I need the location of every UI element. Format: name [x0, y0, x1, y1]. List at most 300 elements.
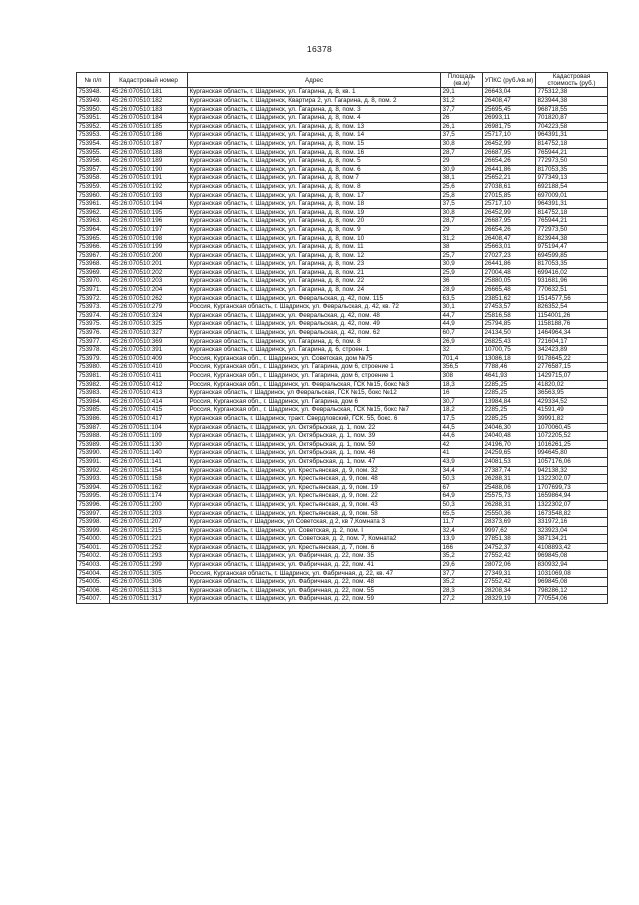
table-row [77, 320, 608, 329]
cadastral-number-cell: 45:26:070511:305 [110, 569, 188, 578]
cadastral-number-cell: 45:26:070510:182 [110, 97, 188, 106]
cadastral-cost-cell: 41820,02 [536, 380, 608, 389]
cadastral-cost-cell: 814752,18 [536, 139, 608, 148]
table-row [77, 97, 608, 106]
row-number-cell: 753982. [77, 380, 110, 389]
upks-cell: 26654,26 [483, 225, 536, 234]
cadastral-number-cell: 45:26:070510:324 [110, 311, 188, 320]
table-row [77, 414, 608, 423]
address-cell: Курганская область, г. Шадринск, ул. Советская, д. 2, пом. I [188, 526, 441, 535]
address-cell: Курганская область, г. Шадринск, ул. Крестьянская, д. 7, пом. 6 [188, 543, 441, 552]
address-cell: Курганская область, г. Шадринск, ул. Гагарина, д. 8, пом. 19 [188, 208, 441, 217]
upks-cell: 28373,69 [483, 518, 536, 527]
area-cell: 67 [441, 483, 483, 492]
address-cell: Курганская область, г. Шадринск, ул. Гагарина, д. 8, пом. 6 [188, 165, 441, 174]
row-number-cell: 753975. [77, 320, 110, 329]
address-cell: Курганская область, г. Шадринск, ул. Гагарина, д. 8, пом. 24 [188, 286, 441, 295]
address-cell: Курганская область, г Шадринск, ул Февральская, ГСК №15, бокс №12 [188, 389, 441, 398]
address-cell: Курганская область, г. Шадринск, ул. Гагарина, д. 8, кв. 1 [188, 88, 441, 97]
cadastral-number-cell: 45:26:070510:190 [110, 165, 188, 174]
upks-cell: 24196,70 [483, 440, 536, 449]
row-number-cell: 753993. [77, 475, 110, 484]
header-upks: УПКС (руб./кв.м) [483, 73, 536, 88]
table-row [77, 397, 608, 406]
address-cell: Курганская область, г. Шадринск, ул. Гагарина, д. 8, пом. 4 [188, 114, 441, 123]
header-address: Адрес [188, 73, 441, 88]
cadastral-cost-cell: 969845,08 [536, 578, 608, 587]
cadastral-number-cell: 45:26:070510:191 [110, 174, 188, 183]
area-cell: 29,6 [441, 561, 483, 570]
address-cell: Курганская область, г. Шадринск, ул. Фабричная, д. 22, пом. 55 [188, 586, 441, 595]
upks-cell: 26665,48 [483, 286, 536, 295]
cadastral-cost-cell: 331972,16 [536, 518, 608, 527]
address-cell: Курганская область, г. Шадринск, ул. Октябрьская, д. 1, пом. 46 [188, 449, 441, 458]
row-number-cell: 753961. [77, 200, 110, 209]
row-number-cell: 753994. [77, 483, 110, 492]
table-row [77, 105, 608, 114]
row-number-cell: 753973. [77, 303, 110, 312]
address-cell: Курганская область, г. Шадринск, тракт. Свердловский, ГСК. 55, бокс. 6 [188, 414, 441, 423]
address-cell: Курганская область, г. Шадринск, ул. Гагарина, д. 8, пом 7 [188, 174, 441, 183]
cadastral-cost-cell: 817053,35 [536, 260, 608, 269]
row-number-cell: 753980. [77, 363, 110, 372]
table-row [77, 139, 608, 148]
cadastral-cost-cell: 1322302,07 [536, 500, 608, 509]
upks-cell: 26981,75 [483, 122, 536, 131]
cadastral-cost-cell: 770554,06 [536, 595, 608, 604]
row-number-cell: 753958. [77, 174, 110, 183]
cadastral-cost-cell: 342423,89 [536, 346, 608, 355]
address-cell: Курганская область, г. Шадринск, ул. Крестьянская, д. 9, пом. 58 [188, 509, 441, 518]
cadastral-number-cell: 45:26:070511:154 [110, 466, 188, 475]
cadastral-number-cell: 45:26:070511:215 [110, 526, 188, 535]
header-area: Площадь (кв.м) [441, 73, 483, 88]
row-number-cell: 753949. [77, 97, 110, 106]
cadastral-number-cell: 45:26:070510:414 [110, 397, 188, 406]
row-number-cell: 753988. [77, 432, 110, 441]
row-number-cell: 753962. [77, 208, 110, 217]
row-number-cell: 753950. [77, 105, 110, 114]
address-cell: Курганская область, г. Шадринск, ул. Гагарина, д. 8, пом. 5 [188, 157, 441, 166]
area-cell: 31,2 [441, 234, 483, 243]
area-cell: 166 [441, 543, 483, 552]
address-cell: Курганская область, г. Шадринск, ул. Гагарина, д. 6, пом. 8 [188, 337, 441, 346]
area-cell: 50,3 [441, 475, 483, 484]
area-cell: 30,8 [441, 139, 483, 148]
upks-cell: 10700,75 [483, 346, 536, 355]
row-number-cell: 753967. [77, 251, 110, 260]
table-row [77, 432, 608, 441]
cadastral-cost-cell: 931681,96 [536, 277, 608, 286]
upks-cell: 27038,61 [483, 182, 536, 191]
row-number-cell: 753948. [77, 88, 110, 97]
cadastral-cost-cell: 1707699,73 [536, 483, 608, 492]
row-number-cell: 753989. [77, 440, 110, 449]
cadastral-cost-cell: 1158188,76 [536, 320, 608, 329]
upks-cell: 27349,31 [483, 569, 536, 578]
row-number-cell: 753995. [77, 492, 110, 501]
area-cell: 29,1 [441, 88, 483, 97]
row-number-cell: 753964. [77, 225, 110, 234]
address-cell: Курганская область, г. Шадринск, ул. Крестьянская, д. 9, пом. 48 [188, 475, 441, 484]
cadastral-number-cell: 45:26:070511:203 [110, 509, 188, 518]
area-cell: 44,6 [441, 432, 483, 441]
table-row [77, 561, 608, 570]
row-number-cell: 753969. [77, 268, 110, 277]
address-cell: Курганская область, г. Шадринск, ул. Гагарина, д. 8, пом. 21 [188, 268, 441, 277]
row-number-cell: 753992. [77, 466, 110, 475]
cadastral-number-cell: 45:26:070511:200 [110, 500, 188, 509]
table-row [77, 389, 608, 398]
cadastral-cost-cell: 692188,54 [536, 182, 608, 191]
cadastral-number-cell: 45:26:070510:417 [110, 414, 188, 423]
area-cell: 38 [441, 243, 483, 252]
area-cell: 37,5 [441, 131, 483, 140]
cadastral-number-cell: 45:26:070510:262 [110, 294, 188, 303]
row-number-cell: 753974. [77, 311, 110, 320]
upks-cell: 25880,05 [483, 277, 536, 286]
address-cell: Россия, Курганская обл., г. Шадринск, ул. Февральская, ГСК №15, бокс №3 [188, 380, 441, 389]
row-number-cell: 753955. [77, 148, 110, 157]
cadastral-cost-cell: 1659864,94 [536, 492, 608, 501]
cadastral-number-cell: 45:26:070510:187 [110, 139, 188, 148]
cadastral-cost-cell: 1322302,07 [536, 475, 608, 484]
row-number-cell: 753999. [77, 526, 110, 535]
cadastral-number-cell: 45:26:070510:195 [110, 208, 188, 217]
area-cell: 42 [441, 440, 483, 449]
cadastral-number-cell: 45:26:070510:184 [110, 114, 188, 123]
table-row [77, 449, 608, 458]
cadastral-cost-cell: 964391,31 [536, 131, 608, 140]
area-cell: 30,8 [441, 208, 483, 217]
table-row [77, 423, 608, 432]
cadastral-cost-cell: 969845,08 [536, 552, 608, 561]
table-row [77, 157, 608, 166]
address-cell: Курганская область, г. Шадринск, ул. Февральская, д. 42, пом. 62 [188, 329, 441, 338]
upks-cell: 28329,19 [483, 595, 536, 604]
table-row [77, 114, 608, 123]
upks-cell: 26643,04 [483, 88, 536, 97]
table-row [77, 88, 608, 97]
address-cell: Курганская область, г. Шадринск, ул. Гагарина, д. 8, пом. 11 [188, 243, 441, 252]
address-cell: Курганская область, г. Шадринск, ул. Октябрьская, д. 1, пом. 59 [188, 440, 441, 449]
row-number-cell: 753987. [77, 423, 110, 432]
upks-cell: 26441,86 [483, 165, 536, 174]
table-row [77, 595, 608, 604]
table-row [77, 569, 608, 578]
area-cell: 63,5 [441, 294, 483, 303]
row-number-cell: 753997. [77, 509, 110, 518]
row-number-cell: 753978. [77, 346, 110, 355]
address-cell: Курганская область, г. Шадринск, ул. Гагарина, д. 8, пом. 15 [188, 139, 441, 148]
upks-cell: 25550,36 [483, 509, 536, 518]
table-row [77, 165, 608, 174]
upks-cell: 26654,26 [483, 157, 536, 166]
cadastral-cost-cell: 41591,49 [536, 406, 608, 415]
upks-cell: 26993,11 [483, 114, 536, 123]
upks-cell: 26441,86 [483, 260, 536, 269]
table-row [77, 380, 608, 389]
address-cell: Курганская область, г. Шадринск, ул. Гагарина, д. 8, пом. 12 [188, 251, 441, 260]
area-cell: 50,3 [441, 500, 483, 509]
address-cell: Россия, Курганская область, г. Шадринск, ул. Фабричная, д. 22, кв. 47 [188, 569, 441, 578]
cadastral-number-cell: 45:26:070510:188 [110, 148, 188, 157]
upks-cell: 26825,43 [483, 337, 536, 346]
address-cell: Курганская область, г Шадринск, ул Советская, д 2, кв 7,Комната 3 [188, 518, 441, 527]
table-row [77, 466, 608, 475]
table-row [77, 440, 608, 449]
cadastral-number-cell: 45:26:070510:411 [110, 372, 188, 381]
cadastral-cost-cell: 942138,32 [536, 466, 608, 475]
area-cell: 701,4 [441, 354, 483, 363]
cadastral-cost-cell: 772973,50 [536, 225, 608, 234]
area-cell: 30,9 [441, 165, 483, 174]
address-cell: Курганская область, г. Шадринск, ул. Фабричная, д. 22, пом. 41 [188, 561, 441, 570]
row-number-cell: 754004. [77, 569, 110, 578]
upks-cell: 27004,48 [483, 268, 536, 277]
row-number-cell: 753965. [77, 234, 110, 243]
table-header-row [77, 73, 608, 88]
row-number-cell: 753998. [77, 518, 110, 527]
upks-cell: 24259,65 [483, 449, 536, 458]
cadastral-cost-cell: 9178645,22 [536, 354, 608, 363]
address-cell: Курганская область, г. Шадринск, Квартира 2, ул. Гагарина, д. 8, пом. 2 [188, 97, 441, 106]
address-cell: Курганская область, г. Шадринск, ул. Крестьянская, д. 9, пом. 32 [188, 466, 441, 475]
cadastral-cost-cell: 387134,21 [536, 535, 608, 544]
cadastral-number-cell: 45:26:070510:369 [110, 337, 188, 346]
cadastral-cost-cell: 699416,02 [536, 268, 608, 277]
table-row [77, 406, 608, 415]
cadastral-number-cell: 45:26:070510:410 [110, 363, 188, 372]
table-row [77, 148, 608, 157]
table-row [77, 260, 608, 269]
cadastral-number-cell: 45:26:070511:317 [110, 595, 188, 604]
table-row [77, 518, 608, 527]
upks-cell: 25816,58 [483, 311, 536, 320]
cadastral-number-cell: 45:26:070510:202 [110, 268, 188, 277]
cadastral-cost-cell: 964391,31 [536, 200, 608, 209]
area-cell: 25,7 [441, 251, 483, 260]
table-row [77, 526, 608, 535]
cadastral-cost-cell: 721604,17 [536, 337, 608, 346]
table-row [77, 200, 608, 209]
row-number-cell: 753972. [77, 294, 110, 303]
upks-cell: 2285,25 [483, 380, 536, 389]
row-number-cell: 753981. [77, 372, 110, 381]
row-number-cell: 754001. [77, 543, 110, 552]
area-cell: 37,7 [441, 569, 483, 578]
cadastral-cost-cell: 765944,21 [536, 148, 608, 157]
address-cell: Россия, Курганская обл., г. Шадринск, ул. Февральская, ГСК №15, бокс №7 [188, 406, 441, 415]
upks-cell: 2285,25 [483, 406, 536, 415]
cadastral-cost-cell: 1673548,82 [536, 509, 608, 518]
upks-cell: 13086,18 [483, 354, 536, 363]
cadastral-number-cell: 45:26:070510:189 [110, 157, 188, 166]
address-cell: Россия, Курганская обл., г. Шадринск, ул. Гагарина, дом 6, строение 1 [188, 372, 441, 381]
upks-cell: 7788,46 [483, 363, 536, 372]
table-row [77, 457, 608, 466]
table-row [77, 337, 608, 346]
address-cell: Курганская область, г. Шадринск, ул. Февральская, д. 42, пом. 48 [188, 311, 441, 320]
area-cell: 34,4 [441, 466, 483, 475]
row-number-cell: 753991. [77, 457, 110, 466]
row-number-cell: 754003. [77, 561, 110, 570]
upks-cell: 26452,99 [483, 208, 536, 217]
upks-cell: 2285,25 [483, 414, 536, 423]
cadastral-cost-cell: 1057176,06 [536, 457, 608, 466]
cadastral-number-cell: 45:26:070510:198 [110, 234, 188, 243]
table-row [77, 483, 608, 492]
cadastral-number-cell: 45:26:070510:186 [110, 131, 188, 140]
row-number-cell: 754000. [77, 535, 110, 544]
cadastral-number-cell: 45:26:070510:279 [110, 303, 188, 312]
address-cell: Россия, Курганская область, г. Шадринск, ул. Февральская, д. 42, кв. 72 [188, 303, 441, 312]
cadastral-number-cell: 45:26:070510:325 [110, 320, 188, 329]
cadastral-cost-cell: 817053,35 [536, 165, 608, 174]
upks-cell: 25652,21 [483, 174, 536, 183]
cadastral-number-cell: 45:26:070510:203 [110, 277, 188, 286]
area-cell: 28,3 [441, 586, 483, 595]
cadastral-cost-cell: 1154001,26 [536, 311, 608, 320]
table-row [77, 475, 608, 484]
upks-cell: 27453,57 [483, 303, 536, 312]
cadastral-cost-cell: 429334,52 [536, 397, 608, 406]
row-number-cell: 753985. [77, 406, 110, 415]
row-number-cell: 753952. [77, 122, 110, 131]
area-cell: 44,9 [441, 320, 483, 329]
row-number-cell: 753957. [77, 165, 110, 174]
cadastral-number-cell: 45:26:070511:293 [110, 552, 188, 561]
row-number-cell: 753966. [77, 243, 110, 252]
table-row [77, 311, 608, 320]
cadastral-cost-cell: 798286,12 [536, 586, 608, 595]
cadastral-cost-cell: 1429715,07 [536, 372, 608, 381]
area-cell: 27,2 [441, 595, 483, 604]
upks-cell: 28072,06 [483, 561, 536, 570]
cadastral-number-cell: 45:26:070510:199 [110, 243, 188, 252]
upks-cell: 25794,85 [483, 320, 536, 329]
address-cell: Курганская область, г. Шадринск, ул. Крестьянская, д. 9, пом. 43 [188, 500, 441, 509]
table-body [77, 88, 608, 604]
address-cell: Россия, Курганская обл., г. Шадринск, ул. Гагарина, дом 6, строение 1 [188, 363, 441, 372]
cadastral-cost-cell: 39991,82 [536, 414, 608, 423]
cadastral-cost-cell: 968718,55 [536, 105, 608, 114]
upks-cell: 27027,23 [483, 251, 536, 260]
area-cell: 11,7 [441, 518, 483, 527]
cadastral-cost-cell: 994645,80 [536, 449, 608, 458]
area-cell: 356,5 [441, 363, 483, 372]
table-row [77, 286, 608, 295]
cadastral-number-cell: 45:26:070510:192 [110, 182, 188, 191]
cadastral-cost-cell: 1031069,08 [536, 569, 608, 578]
row-number-cell: 753953. [77, 131, 110, 140]
area-cell: 16 [441, 389, 483, 398]
upks-cell: 26452,99 [483, 139, 536, 148]
address-cell: Курганская область, г. Шадринск, ул. Крестьянская, д. 9, пом. 19 [188, 483, 441, 492]
row-number-cell: 753959. [77, 182, 110, 191]
upks-cell: 24040,48 [483, 432, 536, 441]
cadastral-number-cell: 45:26:070510:201 [110, 260, 188, 269]
address-cell: Курганская область, г. Шадринск, ул. Февральская, д. 42, пом. 49 [188, 320, 441, 329]
table-row [77, 277, 608, 286]
cadastral-number-cell: 45:26:070510:204 [110, 286, 188, 295]
row-number-cell: 754002. [77, 552, 110, 561]
upks-cell: 26687,95 [483, 217, 536, 226]
table-row [77, 225, 608, 234]
table-row [77, 492, 608, 501]
cadastral-number-cell: 45:26:070511:109 [110, 432, 188, 441]
cadastral-number-cell: 45:26:070511:174 [110, 492, 188, 501]
upks-cell: 9997,62 [483, 526, 536, 535]
area-cell: 25,6 [441, 182, 483, 191]
table-row [77, 363, 608, 372]
upks-cell: 28208,34 [483, 586, 536, 595]
table-row [77, 251, 608, 260]
cadastral-cost-cell: 694599,85 [536, 251, 608, 260]
area-cell: 32,4 [441, 526, 483, 535]
area-cell: 29 [441, 225, 483, 234]
address-cell: Курганская область, г. Шадринск, ул. Гагарина, д. 8, пом. 14 [188, 131, 441, 140]
cadastral-cost-cell: 704223,58 [536, 122, 608, 131]
cadastral-cost-cell: 765944,21 [536, 217, 608, 226]
cadastral-cost-cell: 1070060,45 [536, 423, 608, 432]
address-cell: Курганская область, г. Шадринск, ул. Фабричная, д. 22, пом. 48 [188, 578, 441, 587]
upks-cell: 4641,93 [483, 372, 536, 381]
row-number-cell: 753971. [77, 286, 110, 295]
cadastral-cost-cell: 823944,38 [536, 234, 608, 243]
table-row [77, 543, 608, 552]
area-cell: 29 [441, 157, 483, 166]
address-cell: Курганская область, г. Шадринск, ул. Гагарина, д. 8, пом. 18 [188, 200, 441, 209]
table-row [77, 208, 608, 217]
upks-cell: 27015,85 [483, 191, 536, 200]
cadastral-cost-cell: 770632,51 [536, 286, 608, 295]
address-cell: Курганская область, г. Шадринск, ул. Февральская, д. 42, пом. 115 [188, 294, 441, 303]
area-cell: 43,9 [441, 457, 483, 466]
cadastral-number-cell: 45:26:070511:158 [110, 475, 188, 484]
area-cell: 60,7 [441, 329, 483, 338]
area-cell: 26 [441, 114, 483, 123]
cadastral-cost-cell: 814752,18 [536, 208, 608, 217]
table-row [77, 303, 608, 312]
address-cell: Курганская область, г. Шадринск, ул. Гагарина, д. 6, строен. 1 [188, 346, 441, 355]
row-number-cell: 754007. [77, 595, 110, 604]
row-number-cell: 753956. [77, 157, 110, 166]
cadastral-number-cell: 45:26:070510:181 [110, 88, 188, 97]
area-cell: 17,5 [441, 414, 483, 423]
cadastral-number-cell: 45:26:070511:221 [110, 535, 188, 544]
cadastral-number-cell: 45:26:070511:140 [110, 449, 188, 458]
cadastral-cost-cell: 830932,94 [536, 561, 608, 570]
row-number-cell: 753996. [77, 500, 110, 509]
cadastral-cost-cell: 772973,50 [536, 157, 608, 166]
row-number-cell: 753960. [77, 191, 110, 200]
cadastral-cost-cell: 1514577,56 [536, 294, 608, 303]
area-cell: 26,9 [441, 337, 483, 346]
table-row [77, 552, 608, 561]
table-row [77, 131, 608, 140]
row-number-cell: 753963. [77, 217, 110, 226]
cadastral-number-cell: 45:26:070510:412 [110, 380, 188, 389]
address-cell: Курганская область, г. Шадринск, ул. Гагарина, д. 8, пом. 16 [188, 148, 441, 157]
cadastral-cost-cell: 36563,95 [536, 389, 608, 398]
cadastral-number-cell: 45:26:070511:162 [110, 483, 188, 492]
row-number-cell: 753986. [77, 414, 110, 423]
header-cadastral-cost: Кадастровая стоимость (руб.) [536, 73, 608, 88]
area-cell: 28,7 [441, 217, 483, 226]
cadastral-number-cell: 45:26:070510:200 [110, 251, 188, 260]
area-cell: 35,2 [441, 552, 483, 561]
